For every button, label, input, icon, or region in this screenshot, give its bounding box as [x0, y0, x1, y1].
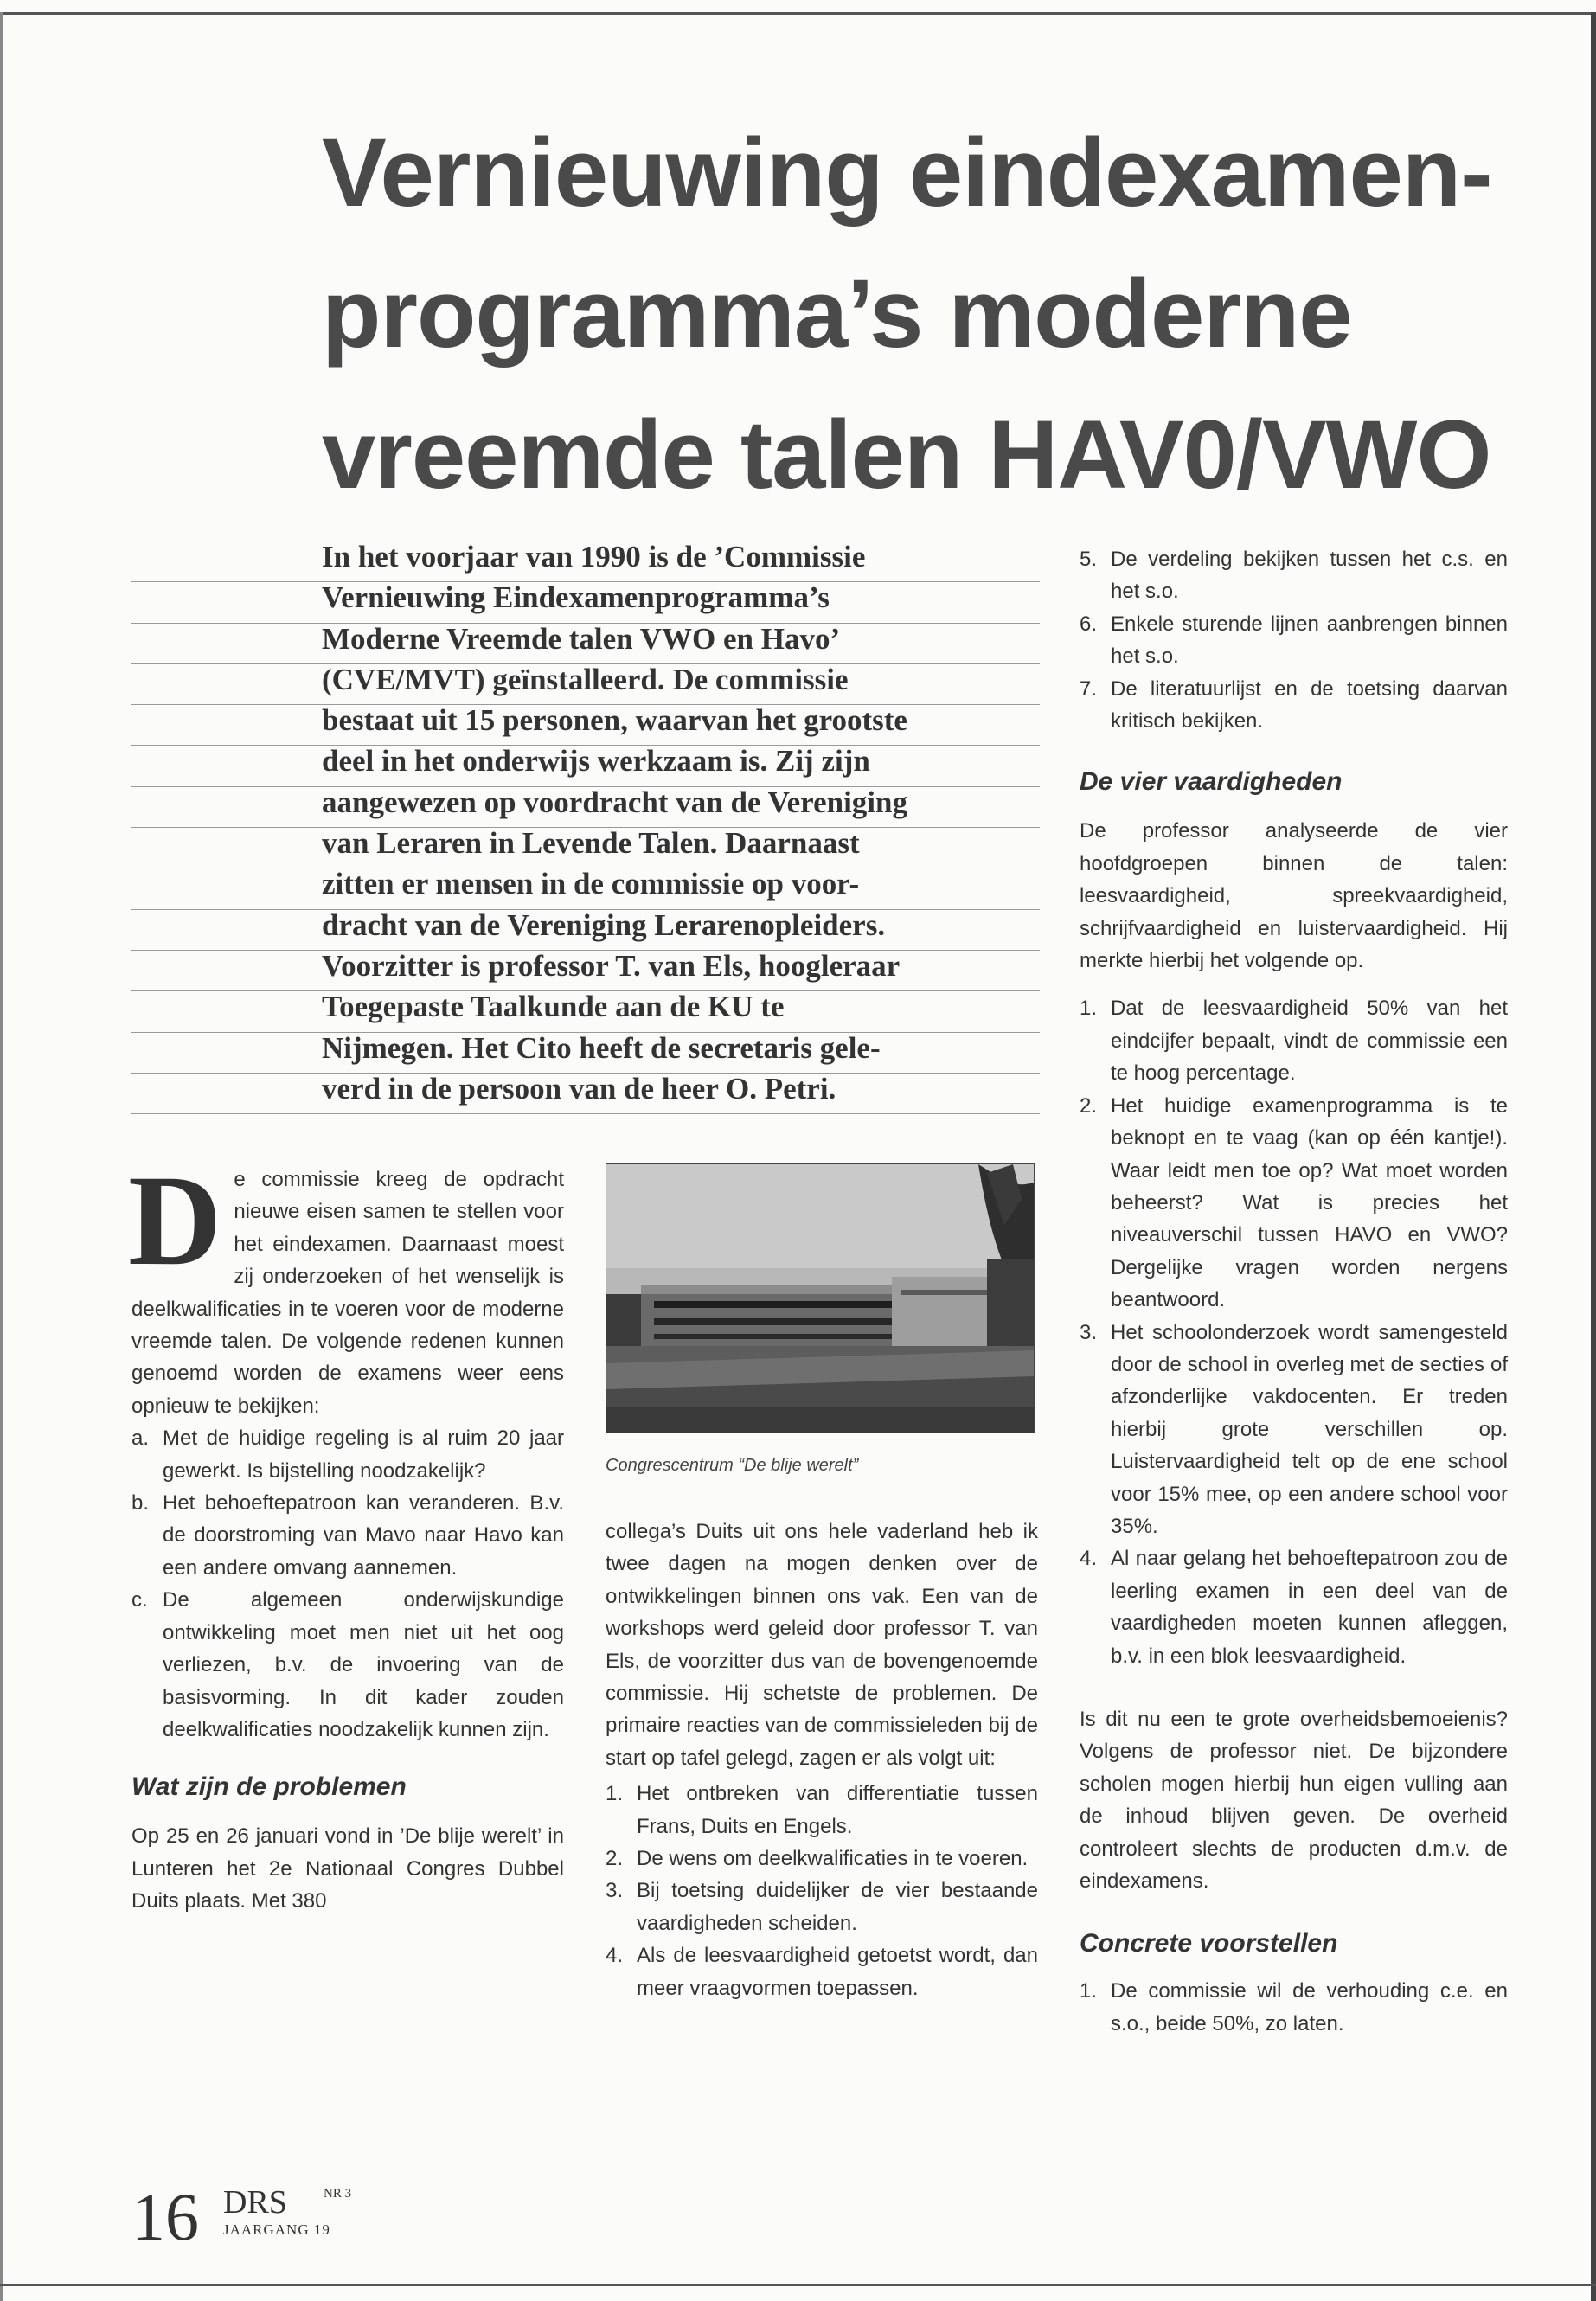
lead-paragraph: [322, 536, 1057, 1109]
lead-line: (CVE/MVT) geïnstalleerd. De commissie: [322, 662, 849, 696]
list-marker: 3.: [606, 1879, 624, 1903]
congress-center-photo: [606, 1163, 1035, 1433]
subhead-problemen: Wat zijn de problemen: [131, 1772, 407, 1802]
body-paragraph: De professor analyseerde de vier hoofdgroepen binnen de talen: leesvaardigheid, spreekvaardigheid, schrijfvaardigheid en luistervaardigheid. Hij merkte hierbij het volgende op.: [1080, 819, 1508, 973]
list-item: [1080, 673, 1508, 738]
scan-edge-bottom: [0, 2284, 1596, 2286]
scan-edge-top: [0, 12, 1596, 15]
list-marker: 2.: [1080, 1093, 1098, 1118]
list-text: De wens om deelkwalificaties in te voeren.: [637, 1847, 1029, 1871]
lead-line: zitten er mensen in de commissie op voor-: [322, 867, 860, 901]
list-text: Het schoolonderzoek wordt samengesteld door de school in overleg met de secties of afzonderlijke vakdocenten. Er treden hierbij grote verschillen op. Luistervaardigheid telt op de ene school voor 15% mee, op een andere school voor 35%.: [1111, 1320, 1508, 1538]
issue-number: NR 3: [324, 2187, 352, 2201]
list-item: [1080, 1090, 1508, 1317]
list-item: [606, 1939, 1038, 2004]
list-text: De literatuurlijst en de toetsing daarvan kritisch bekijken.: [1111, 676, 1508, 734]
list-text: Het ontbreken van differentiatie tussen Frans, Duits en Engels.: [637, 1782, 1038, 1838]
list-item: [606, 1778, 1038, 1843]
observations-list: [1080, 992, 1508, 1672]
list-marker: 2.: [606, 1847, 624, 1871]
headline-line-1: Vernieuwing eindexamen-: [322, 119, 1492, 227]
lead-line: Voorzitter is professor T. van Els, hoogleraar: [322, 948, 901, 983]
reactions-list: [606, 1778, 1038, 2004]
list-text: Dat de leesvaardigheid 50% van het eindcijfer bepaalt, vindt de commissie een te hoog percentage.: [1111, 997, 1508, 1086]
magazine-name: DRS: [223, 2184, 287, 2221]
list-marker: 4.: [606, 1944, 624, 1968]
list-item: [1080, 1975, 1508, 2040]
lead-line: Moderne Vreemde talen VWO en Havo’: [322, 621, 841, 656]
headline-line-2: programma’s moderne: [322, 260, 1352, 368]
reactions-list-continued: [1080, 543, 1508, 737]
reasons-list: [131, 1422, 564, 1746]
list-item: [131, 1422, 564, 1487]
list-text: Als de leesvaardigheid getoetst wordt, dan meer vraagvormen toepassen.: [637, 1944, 1038, 2000]
list-text: Enkele sturende lijnen aanbrengen binnen het s.o.: [1111, 612, 1508, 669]
lead-line: deel in het onderwijs werkzaam is. Zij zijn: [322, 744, 870, 779]
list-marker: 4.: [1080, 1547, 1098, 1571]
body-paragraph: Is dit nu een te grote overheidsbemoeienis? Volgens de professor niet. De bijzondere scholen mogen hierbij hun eigen vulling aan de inhoud blijven geven. De overheid controleert slechts de producten d.m.v. de eindexamens.: [1080, 1708, 1508, 1894]
lead-line: aangewezen op voordracht van de Vereniging: [322, 785, 907, 819]
list-text: Al naar gelang het behoeftepatroon zou de leerling examen in een deel van de vaardigheden moeten kunnen afleggen, b.v. in een blok leesvaardigheid.: [1111, 1547, 1508, 1668]
list-item: [1080, 1317, 1508, 1543]
list-text: De verdeling bekijken tussen het c.s. en het s.o.: [1111, 548, 1508, 604]
list-text: De algemeen onderwijskundige ontwikkeling moet men niet uit het oog verliezen, b.v. de invoering van de basisvorming. In dit kader zouden deelkwalificaties noodzakelijk kunnen zijn.: [163, 1588, 564, 1741]
list-item: [131, 1487, 564, 1584]
list-item: [1080, 1542, 1508, 1672]
list-item: [606, 1843, 1038, 1875]
list-marker: 1.: [1080, 997, 1098, 1021]
list-marker: 6.: [1080, 612, 1098, 636]
list-item: [131, 1584, 564, 1746]
list-item: [1080, 543, 1508, 608]
list-text: Met de huidige regeling is al ruim 20 jaar gewerkt. Is bijstelling noodzakelijk?: [163, 1426, 564, 1483]
list-item: [1080, 992, 1508, 1089]
photo-caption: Congrescentrum “De blije werelt”: [606, 1456, 859, 1475]
list-marker: 1.: [1080, 1979, 1098, 2003]
column-3: [1080, 543, 1508, 2040]
drop-cap: D: [128, 1149, 222, 1292]
intro-text: e commissie kreeg de opdracht nieuwe eisen samen te stellen voor het eindexamen. Daarnaast moest zij onderzoeken of het wenselijk is deelkwalificaties in te voeren voor de moderne vreemde talen. De volgende redenen kunnen genoemd worden de examens weer eens opnieuw te bekijken:: [131, 1168, 564, 1418]
list-marker: 3.: [1080, 1320, 1098, 1344]
list-marker: c.: [131, 1588, 148, 1612]
list-text: Het huidige examenprogramma is te beknopt en te vaag (kan op één kantje!). Waar leidt men toe op? Wat moet worden beheerst? Wat is precies het niveauverschil tussen HAVO en VWO? Dergelijke vragen worden nergens beantwoord.: [1111, 1093, 1508, 1312]
list-text: Bij toetsing duidelijker de vier bestaande vaardigheden scheiden.: [637, 1879, 1038, 1935]
article-headline: [322, 102, 1533, 525]
column-2: [606, 1516, 1038, 2004]
lead-line: In het voorjaar van 1990 is de ’Commissie: [322, 540, 866, 574]
lead-line: Toegepaste Taalkunde aan de KU te: [322, 990, 785, 1024]
list-item: [606, 1875, 1038, 1939]
body-paragraph: collega’s Duits uit ons hele vaderland heb ik twee dagen na mogen denken over de ontwikkelingen binnen ons vak. Een van de workshops werd geleid door professor T. van Els, de voorzitter dus van de bovengenoemde commissie. Hij schetste de problemen. De primaire reacties van de commissieleden bij de start op tafel gelegd, zagen er als volgt uit:: [606, 1520, 1038, 1770]
scan-edge-right: [1591, 12, 1596, 2301]
list-marker: b.: [131, 1491, 150, 1516]
list-marker: 7.: [1080, 676, 1098, 701]
lead-line: Nijmegen. Het Cito heeft de secretaris gele-: [322, 1030, 881, 1065]
lead-line: van Leraren in Levende Talen. Daarnaast: [322, 826, 860, 861]
list-text: De commissie wil de verhouding c.e. en s.o., beide 50%, zo laten.: [1111, 1979, 1508, 2035]
subhead-vaardigheden: De vier vaardigheden: [1080, 767, 1343, 797]
column-1: [128, 1149, 564, 1918]
list-marker: 5.: [1080, 548, 1098, 571]
lead-line: bestaat uit 15 personen, waarvan het grootste: [322, 703, 907, 738]
lead-line: Vernieuwing Eindexamenprogramma’s: [322, 580, 830, 615]
list-marker: 1.: [606, 1782, 624, 1806]
list-item: [1080, 608, 1508, 673]
volume-label: JAARGANG 19: [223, 2221, 330, 2238]
proposals-list: [1080, 1975, 1508, 2040]
headline-line-3: vreemde talen HAV0/VWO: [322, 401, 1491, 509]
subhead-voorstellen: Concrete voorstellen: [1080, 1929, 1338, 1958]
building-photo-illustration: [606, 1164, 1035, 1433]
scan-edge-left: [0, 12, 3, 2301]
list-marker: a.: [131, 1426, 150, 1451]
list-text: Het behoeftepatroon kan veranderen. B.v. de doorstroming van Mavo naar Havo kan een andere omvang aannemen.: [163, 1491, 564, 1580]
lead-line: dracht van de Vereniging Lerarenopleiders.: [322, 907, 886, 942]
body-paragraph: Op 25 en 26 januari vond in ’De blije werelt’ in Lunteren het 2e Nationaal Congres Dubbel Duits plaats. Met 380: [131, 1824, 564, 1913]
lead-line: verd in de persoon van de heer O. Petri.: [322, 1071, 836, 1106]
intro-paragraph: [128, 1149, 564, 1422]
page-number: 16: [131, 2179, 199, 2254]
